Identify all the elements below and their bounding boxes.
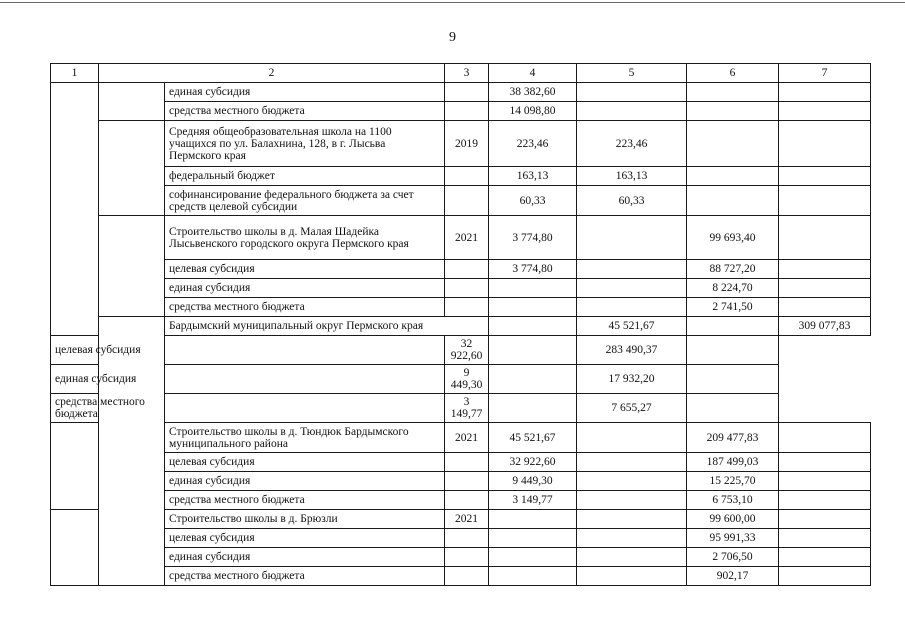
cell-col4: 60,33 <box>489 186 577 216</box>
table-row <box>51 491 871 510</box>
cell-col6: 309 077,83 <box>779 317 871 336</box>
table-row <box>51 186 871 216</box>
row-label: Строительство школы в д. Тюндюк Бардымского муниципального района <box>165 423 445 453</box>
subsection-number <box>99 121 165 216</box>
table-row <box>51 336 871 365</box>
col-header-2: 2 <box>99 64 445 83</box>
cell-col6: 2 741,50 <box>687 298 779 317</box>
subsection-number <box>99 216 165 317</box>
cell-col5: 60,33 <box>577 186 687 216</box>
cell-col6: 902,17 <box>687 567 779 586</box>
table-row <box>51 298 871 317</box>
table-row <box>51 394 871 423</box>
table-row <box>51 167 871 186</box>
cell-col4: 223,46 <box>489 121 577 167</box>
cell-col6: 6 753,10 <box>687 491 779 510</box>
table-row <box>51 453 871 472</box>
cell-col6: 209 477,83 <box>687 423 779 453</box>
row-label: софинансирование федерального бюджета за счет средств целевой субсидии <box>165 186 445 216</box>
cell-col4: 45 521,67 <box>489 423 577 453</box>
cell-col5: 223,46 <box>577 121 687 167</box>
cell-year: 2021 <box>445 510 489 529</box>
cell-year: 2021 <box>445 423 489 453</box>
cell-col6: 283 490,37 <box>577 336 687 365</box>
col-header-5: 5 <box>577 64 687 83</box>
row-label: федеральный бюджет <box>165 167 445 186</box>
budget-table <box>50 63 871 586</box>
cell-col4: 3 774,80 <box>489 260 577 279</box>
row-label: средства местного бюджета <box>165 298 445 317</box>
cell-col4: 45 521,67 <box>577 317 687 336</box>
table-row <box>51 83 871 102</box>
cell-col4: 9 449,30 <box>445 365 489 394</box>
cell-col4: 9 449,30 <box>489 472 577 491</box>
cell-col4: 3 149,77 <box>445 394 489 423</box>
cell-col4: 32 922,60 <box>489 453 577 472</box>
table-row <box>51 567 871 586</box>
cell-year: 2019 <box>445 121 489 167</box>
row-label: единая субсидия <box>165 548 445 567</box>
cell-col4: 32 922,60 <box>445 336 489 365</box>
row-label: средства местного бюджета <box>51 394 165 423</box>
col-header-3: 3 <box>445 64 489 83</box>
cell-col6: 15 225,70 <box>687 472 779 491</box>
cell-col6: 99 600,00 <box>687 510 779 529</box>
cell-col6: 187 499,03 <box>687 453 779 472</box>
col-header-1: 1 <box>51 64 99 83</box>
subsection-cell-empty <box>99 83 165 121</box>
row-label: средства местного бюджета <box>165 102 445 121</box>
cell-year: 2021 <box>445 216 489 260</box>
table-row <box>51 365 871 394</box>
table-row <box>51 279 871 298</box>
table-row <box>51 216 871 260</box>
cell-col4: 163,13 <box>489 167 577 186</box>
cell-col6: 95 991,33 <box>687 529 779 548</box>
row-label: Строительство школы в д. Брюзли <box>165 510 445 529</box>
table-row <box>51 102 871 121</box>
table-row <box>51 529 871 548</box>
row-label: единая субсидия <box>165 279 445 298</box>
table-row <box>51 260 871 279</box>
subsection-number <box>51 423 99 510</box>
cell-col6: 17 932,20 <box>577 365 687 394</box>
cell-col6: 99 693,40 <box>687 216 779 260</box>
cell-col6: 7 655,27 <box>577 394 687 423</box>
col-header-6: 6 <box>687 64 779 83</box>
row-label: единая субсидия <box>165 83 445 102</box>
cell-col6: 88 727,20 <box>687 260 779 279</box>
row-label: средства местного бюджета <box>165 567 445 586</box>
cell-col4: 3 149,77 <box>489 491 577 510</box>
header-rule <box>0 2 905 3</box>
table-row <box>51 510 871 529</box>
row-label: целевая субсидия <box>51 336 165 365</box>
table-row <box>51 423 871 453</box>
subsection-number <box>51 510 99 586</box>
table-row <box>51 548 871 567</box>
section-cell-empty <box>51 83 99 336</box>
cell-col6: 8 224,70 <box>687 279 779 298</box>
cell-col4: 38 382,60 <box>489 83 577 102</box>
cell-col4: 14 098,80 <box>489 102 577 121</box>
cell-col5: 163,13 <box>577 167 687 186</box>
col-header-4: 4 <box>489 64 577 83</box>
cell-col6: 2 706,50 <box>687 548 779 567</box>
row-label: Строительство школы в д. Малая Шадейка Лысьвенского городского округа Пермского края <box>165 216 445 260</box>
row-label: целевая субсидия <box>165 529 445 548</box>
row-label: средства местного бюджета <box>165 491 445 510</box>
table-header-row <box>51 64 871 83</box>
page-number: 9 <box>449 30 456 45</box>
col-header-7: 7 <box>779 64 871 83</box>
row-label: единая субсидия <box>165 472 445 491</box>
table-row <box>51 121 871 167</box>
row-label: Средняя общеобразовательная школа на 1100 учащихся по ул. Балахнина, 128, в г. Лысьва Пермского края <box>165 121 445 167</box>
table-row <box>51 317 871 336</box>
row-label: единая субсидия <box>51 365 165 394</box>
row-label: целевая субсидия <box>165 260 445 279</box>
cell-col4: 3 774,80 <box>489 216 577 260</box>
table-row <box>51 472 871 491</box>
row-label: Бардымский муниципальный округ Пермского края <box>165 317 489 336</box>
row-label: целевая субсидия <box>165 453 445 472</box>
